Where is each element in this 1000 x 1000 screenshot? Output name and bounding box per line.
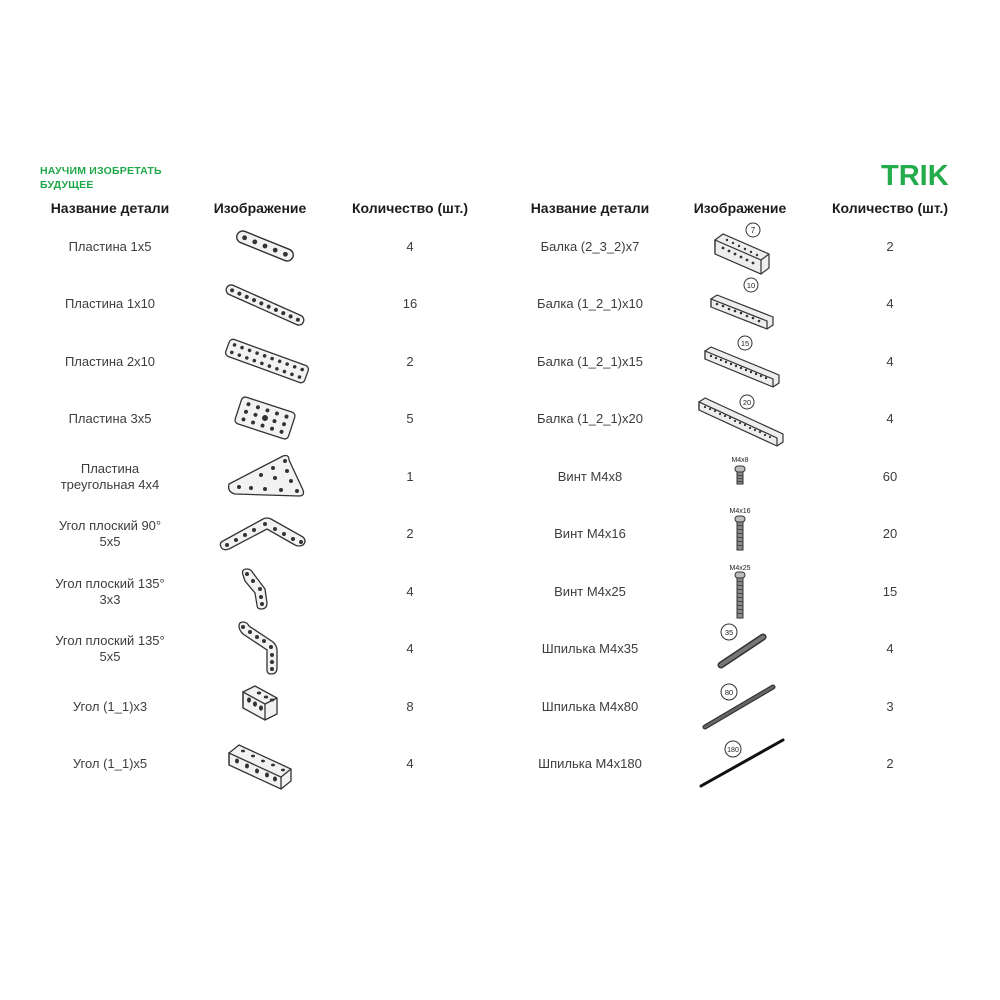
part-qty: 2 [886, 756, 894, 771]
screw-m4x25-icon [695, 563, 795, 620]
plate-1x10-icon [215, 275, 315, 332]
part-name: Балка (1_2_1)х20 [537, 410, 643, 426]
part-qty: 4 [886, 296, 894, 311]
part-qty: 4 [406, 584, 414, 599]
part-qty: 4 [406, 641, 414, 656]
part-name: Шпилька М4х80 [541, 698, 639, 714]
screw-tag: M4x16 [729, 508, 751, 515]
angle-135-5x5-icon [215, 620, 315, 677]
slogan-line-1: НАУЧИМ ИЗОБРЕТАТЬ [40, 165, 162, 177]
table-row [20, 735, 490, 792]
part-qty: 15 [882, 584, 898, 599]
part-qty: 8 [406, 699, 414, 714]
table-row [20, 218, 490, 275]
stud-m4x180-icon [695, 735, 795, 792]
header-name: Название детали [50, 200, 170, 216]
brand-slogan [40, 164, 162, 192]
stud-m4x80-icon [695, 678, 795, 735]
header-qty: Количество (шт.) [352, 200, 468, 216]
table-row [20, 563, 490, 620]
part-name: Угол плоский 90° 5х5 [58, 517, 162, 549]
slogan-line-2: БУДУЩЕЕ [40, 179, 94, 191]
table-row [500, 390, 970, 447]
beam-tag: 10 [746, 281, 756, 290]
part-qty: 60 [882, 469, 898, 484]
part-name: Шпилька М4х35 [541, 640, 639, 656]
beam-15-icon [695, 333, 795, 390]
beam-tag: 20 [742, 398, 752, 407]
beam-10-icon [695, 275, 795, 332]
part-name: Балка (2_3_2)х7 [540, 238, 640, 254]
beam-tag: 7 [750, 226, 756, 235]
part-qty: 20 [882, 526, 898, 541]
table-row [20, 448, 490, 505]
triangle-plate-icon [215, 448, 315, 505]
part-name: Пластина треугольная 4х4 [60, 460, 160, 492]
header-name: Название детали [530, 200, 650, 216]
part-qty: 1 [406, 469, 414, 484]
part-name: Угол (1_1)х3 [72, 698, 148, 714]
part-name: Пластина 1х5 [68, 238, 152, 254]
angle-90-icon [215, 505, 315, 562]
table-row [20, 678, 490, 735]
plate-2x10-icon [215, 333, 315, 390]
part-name: Пластина 3х5 [68, 410, 152, 426]
stud-tag: 80 [724, 688, 734, 697]
part-qty: 4 [406, 756, 414, 771]
stud-tag: 180 [727, 747, 739, 754]
table-row [20, 333, 490, 390]
header-qty: Количество (шт.) [832, 200, 948, 216]
stud-tag: 35 [724, 628, 734, 637]
table-row [500, 563, 970, 620]
header-image: Изображение [693, 200, 787, 216]
part-name: Балка (1_2_1)х10 [537, 295, 643, 311]
table-row [500, 218, 970, 275]
stud-m4x35-icon [695, 620, 795, 677]
table-row [500, 448, 970, 505]
part-name: Балка (1_2_1)х15 [537, 353, 643, 369]
table-row [20, 620, 490, 677]
part-qty: 16 [402, 296, 418, 311]
screw-tag: M4x25 [729, 565, 751, 572]
part-qty: 5 [406, 411, 414, 426]
plate-3x5-icon [215, 390, 315, 447]
part-qty: 4 [886, 411, 894, 426]
angle-135-3x3-icon [215, 563, 315, 620]
part-name: Шпилька М4х180 [538, 755, 642, 771]
header-image: Изображение [213, 200, 307, 216]
part-name: Угол плоский 135° 5х5 [55, 632, 165, 664]
plate-1x5-icon [215, 218, 315, 275]
part-name: Пластина 2х10 [64, 353, 156, 369]
beam-20-icon [695, 390, 795, 447]
part-name: Угол (1_1)х5 [72, 755, 148, 771]
screw-tag: M4x8 [731, 457, 749, 464]
part-qty: 4 [886, 641, 894, 656]
beam-tag: 15 [740, 339, 750, 348]
beam-7-icon [695, 218, 795, 275]
table-row [500, 620, 970, 677]
part-qty: 2 [406, 526, 414, 541]
part-name: Пластина 1х10 [64, 295, 156, 311]
table-row [500, 735, 970, 792]
table-row [20, 275, 490, 332]
part-name: Угол плоский 135° 3х3 [55, 575, 165, 607]
table-row [20, 505, 490, 562]
table-row [20, 390, 490, 447]
table-row [500, 505, 970, 562]
part-name: Винт М4х16 [554, 525, 626, 541]
table-row [500, 275, 970, 332]
part-qty: 4 [406, 239, 414, 254]
screw-m4x8-icon [695, 448, 795, 505]
bracket-3-icon [215, 678, 315, 735]
screw-m4x16-icon [695, 505, 795, 562]
part-qty: 2 [406, 354, 414, 369]
bracket-5-icon [215, 735, 315, 792]
trik-logo: TRIK [881, 160, 949, 192]
table-row [500, 678, 970, 735]
part-qty: 3 [886, 699, 894, 714]
table-row [500, 333, 970, 390]
part-qty: 2 [886, 239, 894, 254]
part-name: Винт М4х25 [554, 583, 626, 599]
part-qty: 4 [886, 354, 894, 369]
part-name: Винт М4х8 [557, 468, 623, 484]
